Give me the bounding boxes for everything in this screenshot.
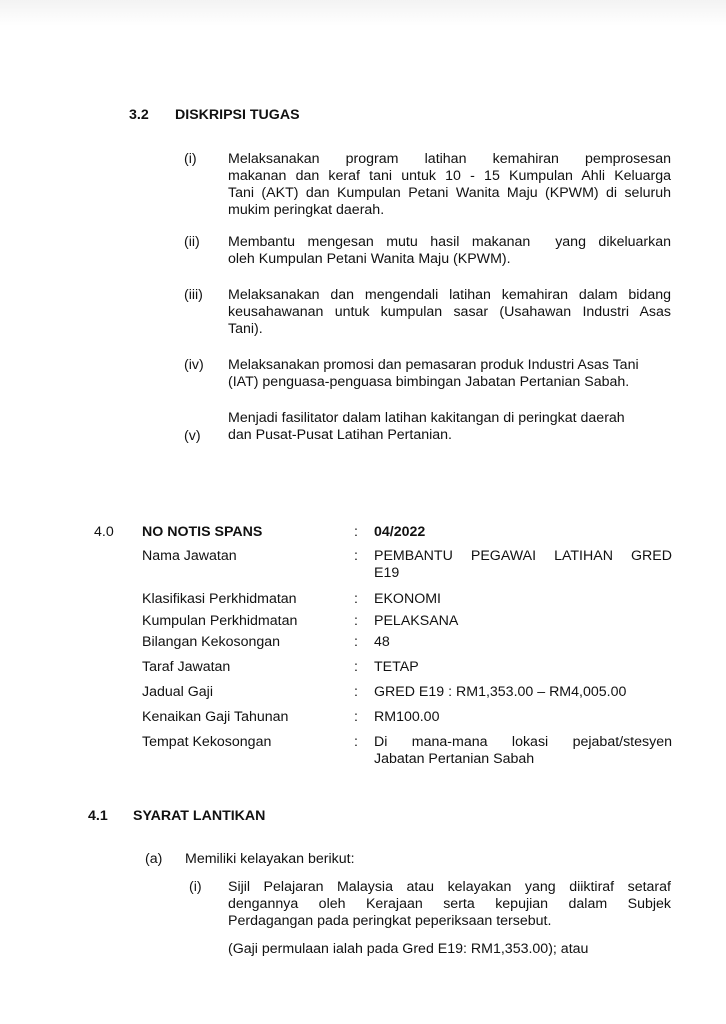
duty-item-text bbox=[228, 410, 671, 444]
field-colon: : bbox=[354, 684, 358, 700]
field-label: NO NOTIS SPANS bbox=[142, 524, 263, 540]
duty-line: Membantu mengesan mutu hasil makanan yang dikeluarkan bbox=[228, 234, 671, 250]
subcondition-text bbox=[228, 879, 671, 930]
section-4-0-number: 4.0 bbox=[94, 524, 114, 540]
scan-shadow bbox=[0, 0, 726, 26]
field-colon: : bbox=[354, 524, 358, 540]
subcondition-line: dengannya oleh Kerajaan serta kepujian dalam Subjek bbox=[228, 896, 671, 912]
duty-line: Tani). bbox=[228, 321, 263, 337]
duty-marker: (ii) bbox=[184, 234, 200, 250]
field-colon: : bbox=[354, 591, 358, 607]
subcondition-marker: (i) bbox=[189, 879, 202, 895]
section-4-1-title: SYARAT LANTIKAN bbox=[133, 808, 266, 824]
field-value: PELAKSANA bbox=[374, 613, 459, 629]
field-value bbox=[374, 734, 672, 768]
duty-line: (IAT) penguasa-penguasa bimbingan Jabatan Pertanian Sabah. bbox=[228, 374, 630, 390]
duty-marker: (iv) bbox=[184, 357, 204, 373]
duty-line: Melaksanakan dan mengendali latihan kemahiran dalam bidang bbox=[228, 287, 671, 303]
duty-item-text bbox=[228, 357, 671, 391]
duty-marker: (iii) bbox=[184, 287, 203, 303]
field-label: Klasifikasi Perkhidmatan bbox=[142, 591, 297, 607]
subcondition-line: Sijil Pelajaran Malaysia atau kelayakan yang diiktiraf setaraf bbox=[228, 879, 671, 895]
duty-line: keusahawanan untuk kumpulan sasar (Usahawan Industri Asas bbox=[228, 304, 671, 320]
field-value: RM100.00 bbox=[374, 709, 440, 725]
duty-line: mukim peringkat daerah. bbox=[228, 202, 385, 218]
section-3-2-number: 3.2 bbox=[129, 107, 149, 123]
field-label: Kenaikan Gaji Tahunan bbox=[142, 709, 289, 725]
field-value: GRED E19 : RM1,353.00 – RM4,005.00 bbox=[374, 684, 627, 700]
field-value: 48 bbox=[374, 634, 390, 650]
field-value-line: PEMBANTU PEGAWAI LATIHAN GRED bbox=[374, 548, 672, 564]
field-label: Tempat Kekosongan bbox=[142, 734, 272, 750]
field-value: 04/2022 bbox=[374, 524, 426, 540]
field-value: TETAP bbox=[374, 659, 419, 675]
field-label: Bilangan Kekosongan bbox=[142, 634, 281, 650]
field-label: Taraf Jawatan bbox=[142, 659, 231, 675]
section-4-1-number: 4.1 bbox=[88, 808, 108, 824]
field-colon: : bbox=[354, 634, 358, 650]
field-value-line: E19 bbox=[374, 565, 400, 581]
duty-marker: (v) bbox=[184, 428, 201, 444]
duty-item-text bbox=[228, 234, 671, 268]
duty-line: Tani (AKT) dan Kumpulan Petani Wanita Maju (KPWM) di seluruh bbox=[228, 185, 671, 201]
duty-line: dan Pusat-Pusat Latihan Pertanian. bbox=[228, 427, 453, 443]
duty-line: Melaksanakan promosi dan pemasaran produk Industri Asas Tani bbox=[228, 357, 639, 373]
duty-line: Menjadi fasilitator dalam latihan kakitangan di peringkat daerah bbox=[228, 410, 625, 426]
duty-item-text bbox=[228, 287, 671, 338]
field-value-line: Jabatan Pertanian Sabah bbox=[374, 751, 535, 767]
field-label: Kumpulan Perkhidmatan bbox=[142, 613, 298, 629]
field-colon: : bbox=[354, 659, 358, 675]
condition-text: Memiliki kelayakan berikut: bbox=[185, 851, 355, 867]
duty-item-text bbox=[228, 151, 671, 219]
field-value: EKONOMI bbox=[374, 591, 442, 607]
section-3-2-title: DISKRIPSI TUGAS bbox=[175, 107, 300, 123]
duty-marker: (i) bbox=[184, 151, 197, 167]
salary-note: (Gaji permulaan ialah pada Gred E19: RM1,353.00); atau bbox=[228, 941, 589, 957]
subcondition-line: Perdagangan pada peringkat peperiksaan tersebut. bbox=[228, 913, 552, 929]
field-label: Jadual Gaji bbox=[142, 684, 213, 700]
field-label: Nama Jawatan bbox=[142, 548, 237, 564]
field-value bbox=[374, 548, 672, 582]
field-colon: : bbox=[354, 613, 358, 629]
field-colon: : bbox=[354, 734, 358, 750]
field-value-line: Di mana-mana lokasi pejabat/stesyen bbox=[374, 734, 672, 750]
duty-line: Melaksanakan program latihan kemahiran pemprosesan bbox=[228, 151, 671, 167]
duty-line: makanan dan keraf tani untuk 10 - 15 Kumpulan Ahli Keluarga bbox=[228, 168, 671, 184]
condition-marker: (a) bbox=[145, 851, 163, 867]
field-colon: : bbox=[354, 709, 358, 725]
duty-line: oleh Kumpulan Petani Wanita Maju (KPWM). bbox=[228, 251, 511, 267]
field-colon: : bbox=[354, 548, 358, 564]
